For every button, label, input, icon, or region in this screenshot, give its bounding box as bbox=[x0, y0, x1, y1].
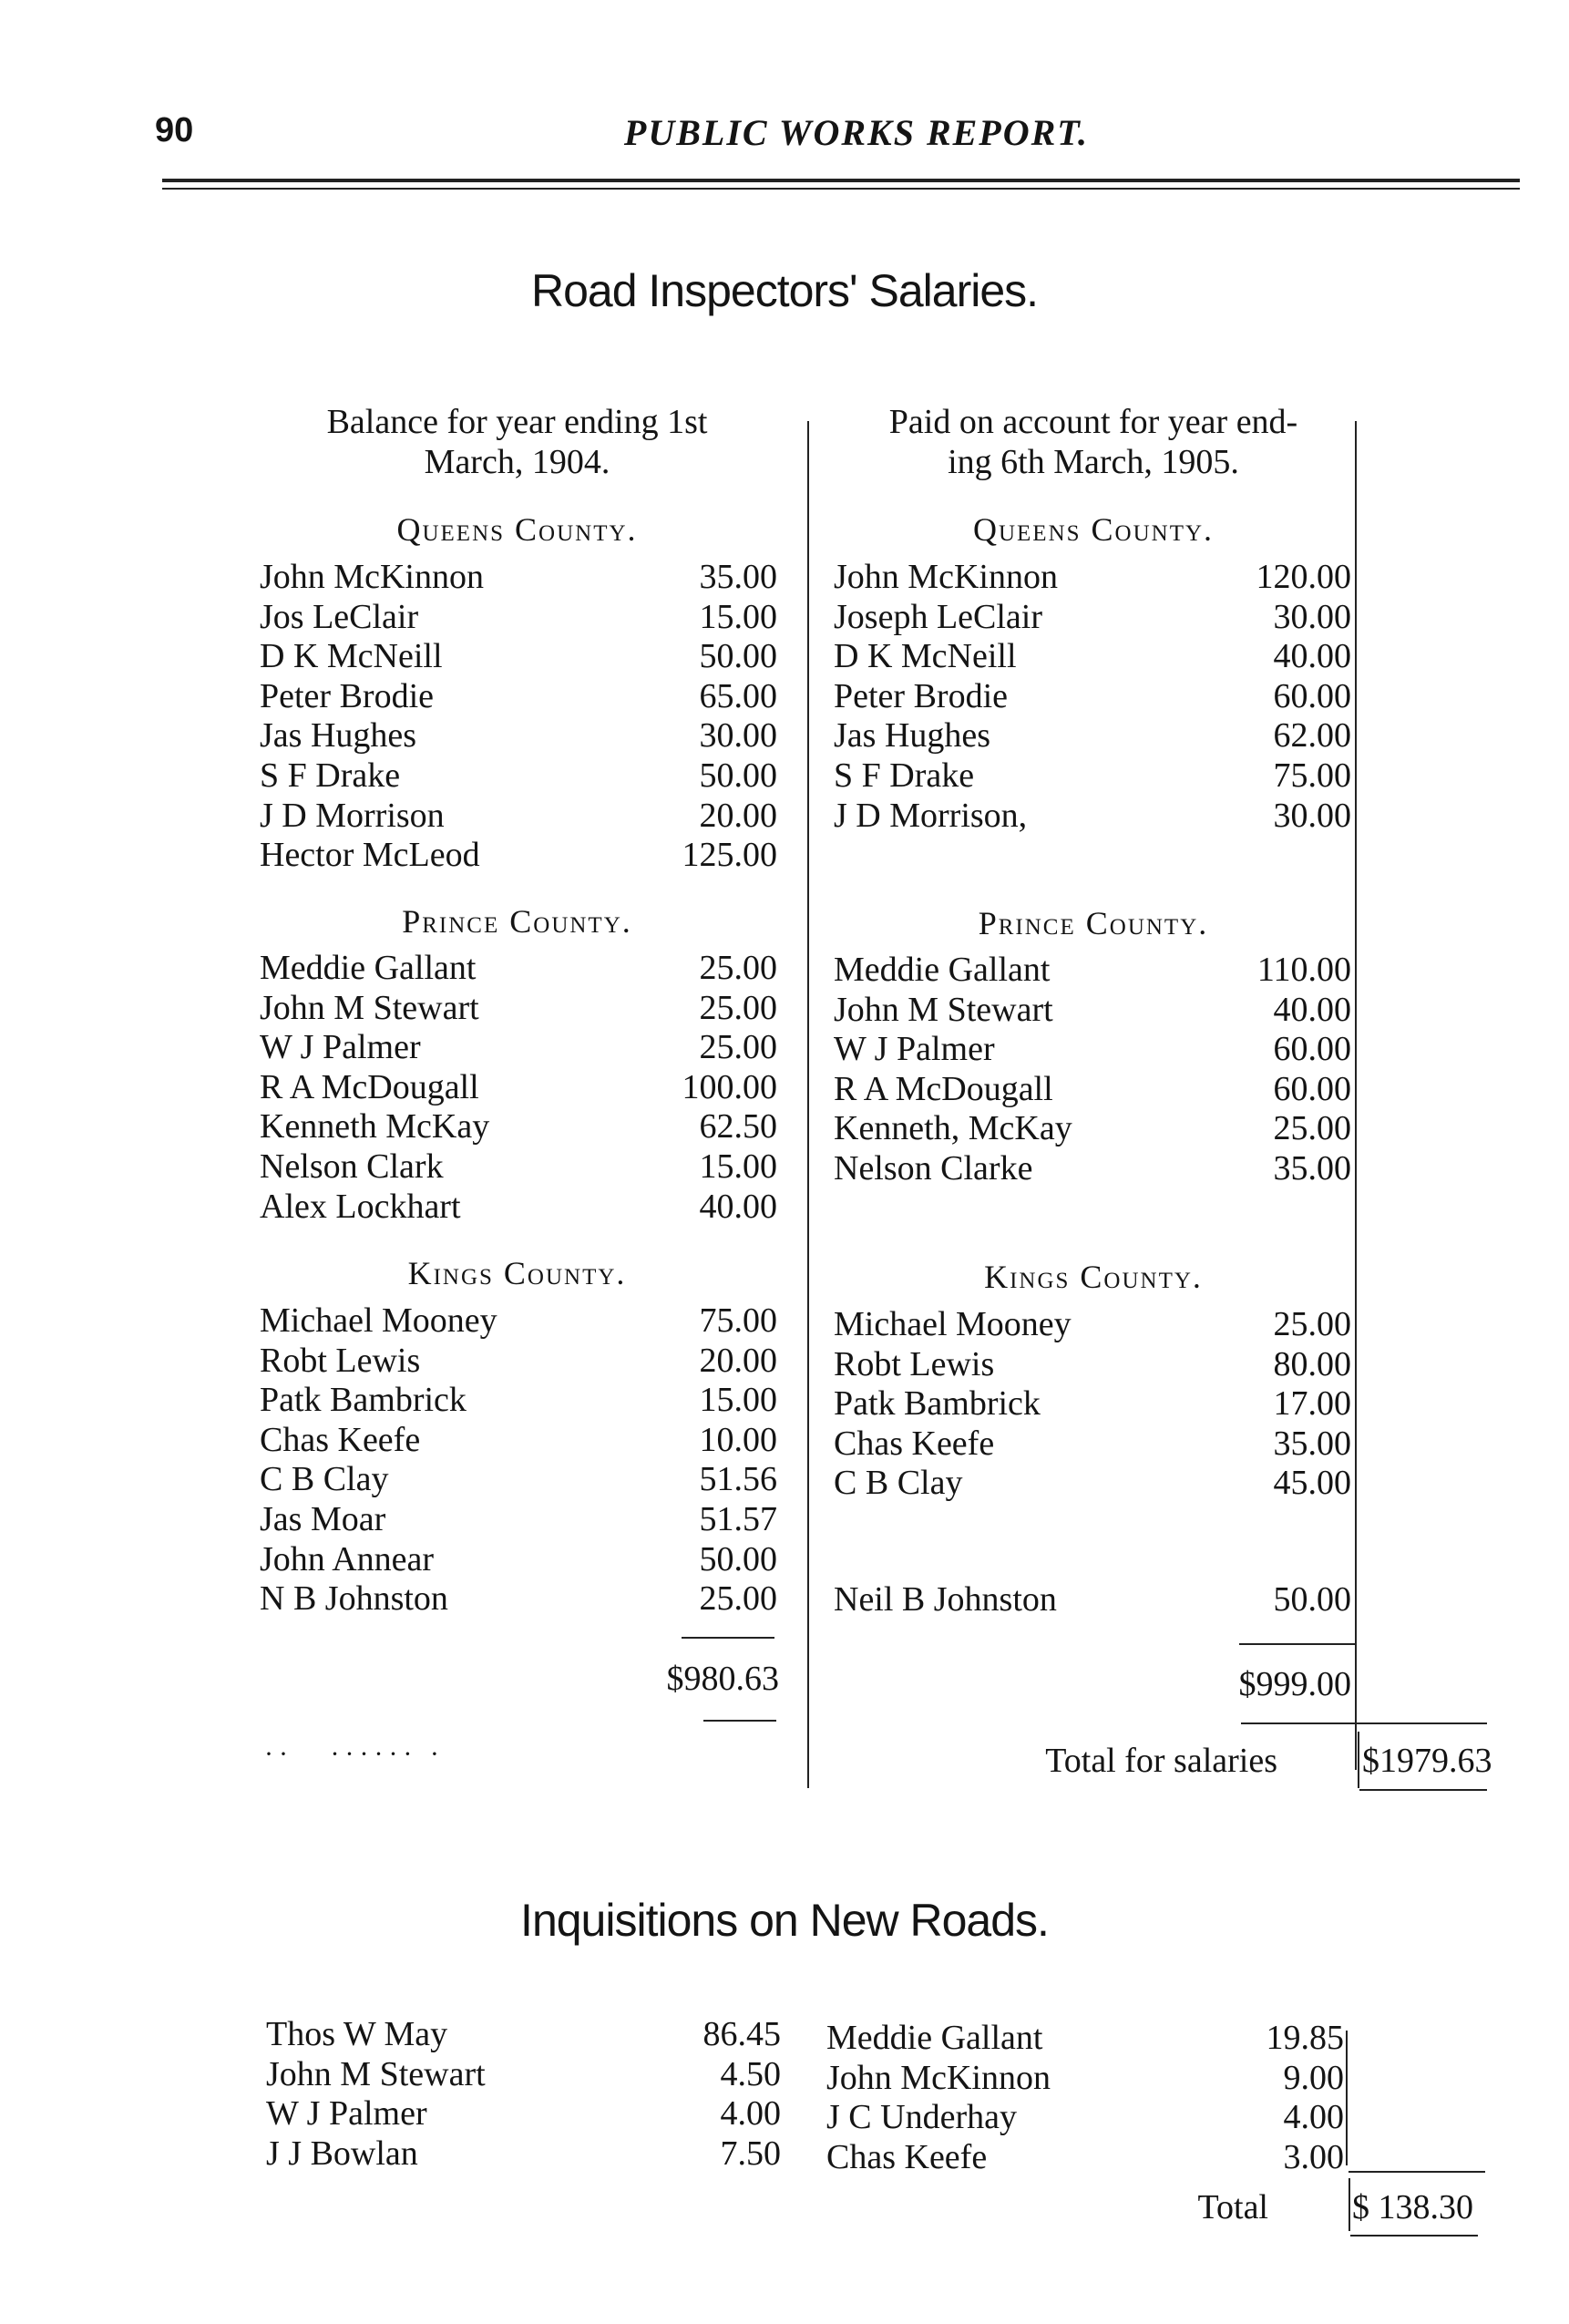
grand-total-divider bbox=[1358, 1732, 1359, 1788]
row-name: Michael Mooney bbox=[834, 1305, 1072, 1343]
row-name: Jas Moar bbox=[260, 1500, 386, 1538]
list-item bbox=[834, 636, 1351, 676]
row-name: Thos W May bbox=[266, 2015, 448, 2053]
row-name: J J Bowlan bbox=[266, 2134, 418, 2173]
left-sum-rule bbox=[682, 1637, 774, 1639]
row-name: Kenneth, McKay bbox=[834, 1109, 1072, 1148]
list-item bbox=[260, 1459, 777, 1499]
row-name: Meddie Gallant bbox=[834, 951, 1051, 989]
list-item bbox=[260, 636, 777, 676]
row-amount: 75.00 bbox=[699, 1301, 777, 1340]
row-amount: 15.00 bbox=[699, 1147, 777, 1186]
list-item bbox=[260, 557, 777, 597]
row-amount: 25.00 bbox=[699, 1579, 777, 1619]
row-name: John McKinnon bbox=[826, 2058, 1051, 2097]
salaries-title: Road Inspectors' Salaries. bbox=[530, 265, 1039, 316]
row-amount: 7.50 bbox=[720, 2134, 781, 2173]
inquisitions-total-label: Total bbox=[1197, 2188, 1268, 2226]
row-name: Chas Keefe bbox=[826, 2137, 988, 2176]
row-amount: 3.00 bbox=[1283, 2137, 1344, 2176]
list-item bbox=[826, 2018, 1344, 2058]
list-item bbox=[266, 2134, 781, 2174]
row-amount: 86.45 bbox=[702, 2015, 781, 2053]
column-divider bbox=[807, 421, 809, 1788]
row-amount: 40.00 bbox=[699, 1187, 777, 1226]
inquisitions-total-divider bbox=[1349, 2178, 1350, 2231]
list-item bbox=[826, 2097, 1344, 2137]
row-name: Peter Brodie bbox=[834, 676, 1009, 715]
list-item bbox=[834, 756, 1351, 796]
row-name: C B Clay bbox=[260, 1460, 389, 1499]
row-amount: 4.00 bbox=[720, 2094, 781, 2134]
right-total-underline bbox=[1241, 1722, 1487, 1724]
row-name: R A McDougall bbox=[260, 1067, 479, 1106]
left-heading-line1: Balance for year ending 1st bbox=[326, 403, 708, 441]
row-amount: 10.00 bbox=[699, 1420, 777, 1459]
grand-total-label: Total for salaries bbox=[1045, 1742, 1277, 1780]
row-amount: 35.00 bbox=[699, 558, 777, 596]
list-item bbox=[260, 1067, 777, 1107]
left-prince-county-label: Prince County. bbox=[402, 903, 632, 940]
row-amount: 25.00 bbox=[699, 988, 777, 1027]
list-item bbox=[834, 1148, 1351, 1188]
row-amount: 60.00 bbox=[1273, 1069, 1351, 1108]
row-amount: 50.00 bbox=[699, 756, 777, 795]
list-item bbox=[260, 835, 777, 875]
row-name: Patk Bambrick bbox=[260, 1381, 467, 1420]
list-item bbox=[834, 1304, 1351, 1344]
list-item bbox=[266, 2054, 781, 2094]
left-heading-line2: March, 1904. bbox=[424, 443, 610, 481]
list-item bbox=[834, 1424, 1351, 1464]
row-name: John M Stewart bbox=[260, 988, 479, 1027]
row-name: Robt Lewis bbox=[260, 1341, 421, 1380]
row-name: Meddie Gallant bbox=[826, 2019, 1043, 2057]
row-name: W J Palmer bbox=[834, 1030, 995, 1069]
inquisitions-sum-rule bbox=[1349, 2171, 1485, 2173]
header-rule bbox=[162, 179, 1520, 182]
row-name: Patk Bambrick bbox=[834, 1384, 1041, 1424]
list-item bbox=[834, 1463, 1351, 1503]
row-amount: 120.00 bbox=[1256, 558, 1351, 596]
right-heading-line1: Paid on account for year end- bbox=[888, 403, 1298, 441]
grand-total: $1979.63 bbox=[1362, 1742, 1492, 1780]
list-item bbox=[260, 796, 777, 836]
list-item bbox=[826, 2137, 1344, 2177]
row-name: N B Johnston bbox=[260, 1579, 448, 1619]
left-total-underline bbox=[703, 1720, 776, 1722]
row-amount: 62.50 bbox=[699, 1107, 777, 1147]
row-name: Michael Mooney bbox=[260, 1301, 497, 1340]
row-name: John M Stewart bbox=[266, 2054, 486, 2093]
row-amount: 4.00 bbox=[1283, 2098, 1344, 2137]
list-item bbox=[260, 1341, 777, 1381]
list-item bbox=[834, 1069, 1351, 1109]
list-item bbox=[260, 1499, 777, 1539]
right-kings-county-label: Kings County. bbox=[984, 1259, 1203, 1295]
row-amount: 25.00 bbox=[1273, 1109, 1351, 1148]
row-amount: 62.00 bbox=[1273, 716, 1351, 756]
header-rule-thin bbox=[162, 188, 1520, 190]
row-name: C B Clay bbox=[834, 1464, 963, 1503]
row-amount: 75.00 bbox=[1273, 756, 1351, 795]
row-amount: 125.00 bbox=[682, 836, 777, 875]
row-name: J D Morrison, bbox=[834, 796, 1028, 835]
row-name: Hector McLeod bbox=[260, 836, 480, 875]
row-name: S F Drake bbox=[834, 756, 975, 795]
inquisitions-total-underline bbox=[1350, 2235, 1478, 2237]
row-name: Chas Keefe bbox=[834, 1424, 995, 1463]
row-name: Peter Brodie bbox=[260, 676, 435, 715]
right-sum-rule bbox=[1239, 1643, 1355, 1645]
row-amount: 25.00 bbox=[699, 1028, 777, 1067]
list-item bbox=[834, 1344, 1351, 1384]
row-amount: 100.00 bbox=[682, 1067, 777, 1106]
row-amount: 15.00 bbox=[699, 1381, 777, 1420]
row-amount: 110.00 bbox=[1256, 951, 1351, 989]
right-total: $999.00 bbox=[1238, 1665, 1351, 1703]
row-name: Jas Hughes bbox=[834, 716, 991, 756]
row-name: Jas Hughes bbox=[260, 716, 417, 756]
row-amount: 60.00 bbox=[1273, 676, 1351, 715]
right-heading-line2: ing 6th March, 1905. bbox=[948, 443, 1239, 481]
row-name: Kenneth McKay bbox=[260, 1107, 490, 1147]
row-name: Chas Keefe bbox=[260, 1420, 421, 1459]
list-item bbox=[834, 990, 1351, 1030]
row-amount: 35.00 bbox=[1273, 1149, 1351, 1188]
row-amount: 80.00 bbox=[1273, 1344, 1351, 1383]
row-name: John McKinnon bbox=[260, 558, 484, 596]
list-item bbox=[260, 1147, 777, 1187]
row-amount: 17.00 bbox=[1273, 1384, 1351, 1424]
row-name: Nelson Clark bbox=[260, 1147, 444, 1186]
row-amount: 60.00 bbox=[1273, 1030, 1351, 1069]
list-item bbox=[260, 715, 777, 756]
row-amount: 50.00 bbox=[699, 1539, 777, 1578]
row-name: Neil B Johnston bbox=[834, 1580, 1057, 1619]
list-item bbox=[834, 597, 1351, 637]
list-item bbox=[834, 950, 1351, 990]
row-amount: 65.00 bbox=[699, 676, 777, 715]
running-header: PUBLIC WORKS REPORT. bbox=[623, 112, 1090, 153]
dotted-leader: ·· ······ · bbox=[264, 1739, 445, 1769]
list-item bbox=[260, 1106, 777, 1147]
list-item bbox=[826, 2058, 1344, 2098]
row-name: Jos LeClair bbox=[260, 597, 419, 636]
list-item bbox=[260, 1301, 777, 1341]
inquisitions-total: $ 138.30 bbox=[1352, 2188, 1473, 2226]
row-amount: 9.00 bbox=[1283, 2058, 1344, 2097]
row-name: Joseph LeClair bbox=[834, 597, 1043, 636]
row-amount: 50.00 bbox=[1273, 1580, 1351, 1619]
list-item bbox=[260, 1187, 777, 1227]
row-name: R A McDougall bbox=[834, 1069, 1053, 1108]
list-item bbox=[266, 2014, 781, 2054]
row-amount: 30.00 bbox=[1273, 796, 1351, 835]
row-amount: 4.50 bbox=[720, 2054, 781, 2093]
row-amount: 40.00 bbox=[1273, 637, 1351, 676]
row-name: S F Drake bbox=[260, 756, 401, 795]
row-name: W J Palmer bbox=[266, 2094, 427, 2134]
right-prince-county-label: Prince County. bbox=[978, 905, 1209, 941]
list-item bbox=[260, 1578, 777, 1619]
inquisitions-right-border bbox=[1346, 2031, 1348, 2165]
row-name: Alex Lockhart bbox=[260, 1187, 461, 1226]
list-item bbox=[260, 988, 777, 1028]
list-item bbox=[260, 756, 777, 796]
list-item bbox=[834, 715, 1351, 756]
grand-total-underline bbox=[1359, 1789, 1487, 1791]
left-total: $980.63 bbox=[666, 1660, 779, 1698]
row-amount: 45.00 bbox=[1273, 1464, 1351, 1503]
list-item bbox=[260, 948, 777, 988]
list-item bbox=[834, 676, 1351, 716]
row-amount: 40.00 bbox=[1273, 990, 1351, 1029]
row-amount: 25.00 bbox=[1273, 1305, 1351, 1343]
row-name: Nelson Clarke bbox=[834, 1149, 1033, 1188]
list-item bbox=[260, 1539, 777, 1579]
row-amount: 30.00 bbox=[1273, 597, 1351, 636]
list-item bbox=[834, 1108, 1351, 1148]
list-item bbox=[834, 557, 1351, 597]
list-item bbox=[834, 1579, 1351, 1620]
row-amount: 25.00 bbox=[699, 949, 777, 987]
row-amount: 20.00 bbox=[699, 796, 777, 835]
row-name: D K McNeill bbox=[260, 637, 443, 676]
row-name: J C Underhay bbox=[826, 2098, 1017, 2137]
row-amount: 51.56 bbox=[699, 1460, 777, 1499]
left-kings-county-label: Kings County. bbox=[407, 1255, 627, 1291]
row-name: Meddie Gallant bbox=[260, 949, 477, 987]
list-item bbox=[834, 796, 1351, 836]
right-queens-county-label: Queens County. bbox=[972, 511, 1215, 548]
row-amount: 15.00 bbox=[699, 597, 777, 636]
right-border bbox=[1355, 421, 1357, 1770]
row-amount: 35.00 bbox=[1273, 1424, 1351, 1463]
list-item bbox=[260, 676, 777, 716]
list-item bbox=[260, 1027, 777, 1067]
list-item bbox=[834, 1029, 1351, 1069]
row-amount: 30.00 bbox=[699, 716, 777, 756]
row-name: John McKinnon bbox=[834, 558, 1058, 596]
row-name: D K McNeill bbox=[834, 637, 1017, 676]
row-amount: 50.00 bbox=[699, 637, 777, 676]
list-item bbox=[260, 597, 777, 637]
list-item bbox=[260, 1380, 777, 1420]
row-amount: 51.57 bbox=[699, 1500, 777, 1538]
row-name: W J Palmer bbox=[260, 1028, 421, 1067]
row-name: J D Morrison bbox=[260, 796, 445, 835]
row-name: John Annear bbox=[260, 1539, 435, 1578]
left-queens-county-label: Queens County. bbox=[396, 511, 638, 548]
row-amount: 19.85 bbox=[1266, 2019, 1344, 2057]
row-name: Robt Lewis bbox=[834, 1344, 995, 1383]
inquisitions-title: Inquisitions on New Roads. bbox=[520, 1895, 1049, 1946]
row-name: John M Stewart bbox=[834, 990, 1053, 1029]
row-amount: 20.00 bbox=[699, 1341, 777, 1380]
page-number: 90 bbox=[155, 111, 194, 149]
list-item bbox=[260, 1420, 777, 1460]
list-item bbox=[834, 1383, 1351, 1424]
list-item bbox=[266, 2093, 781, 2134]
